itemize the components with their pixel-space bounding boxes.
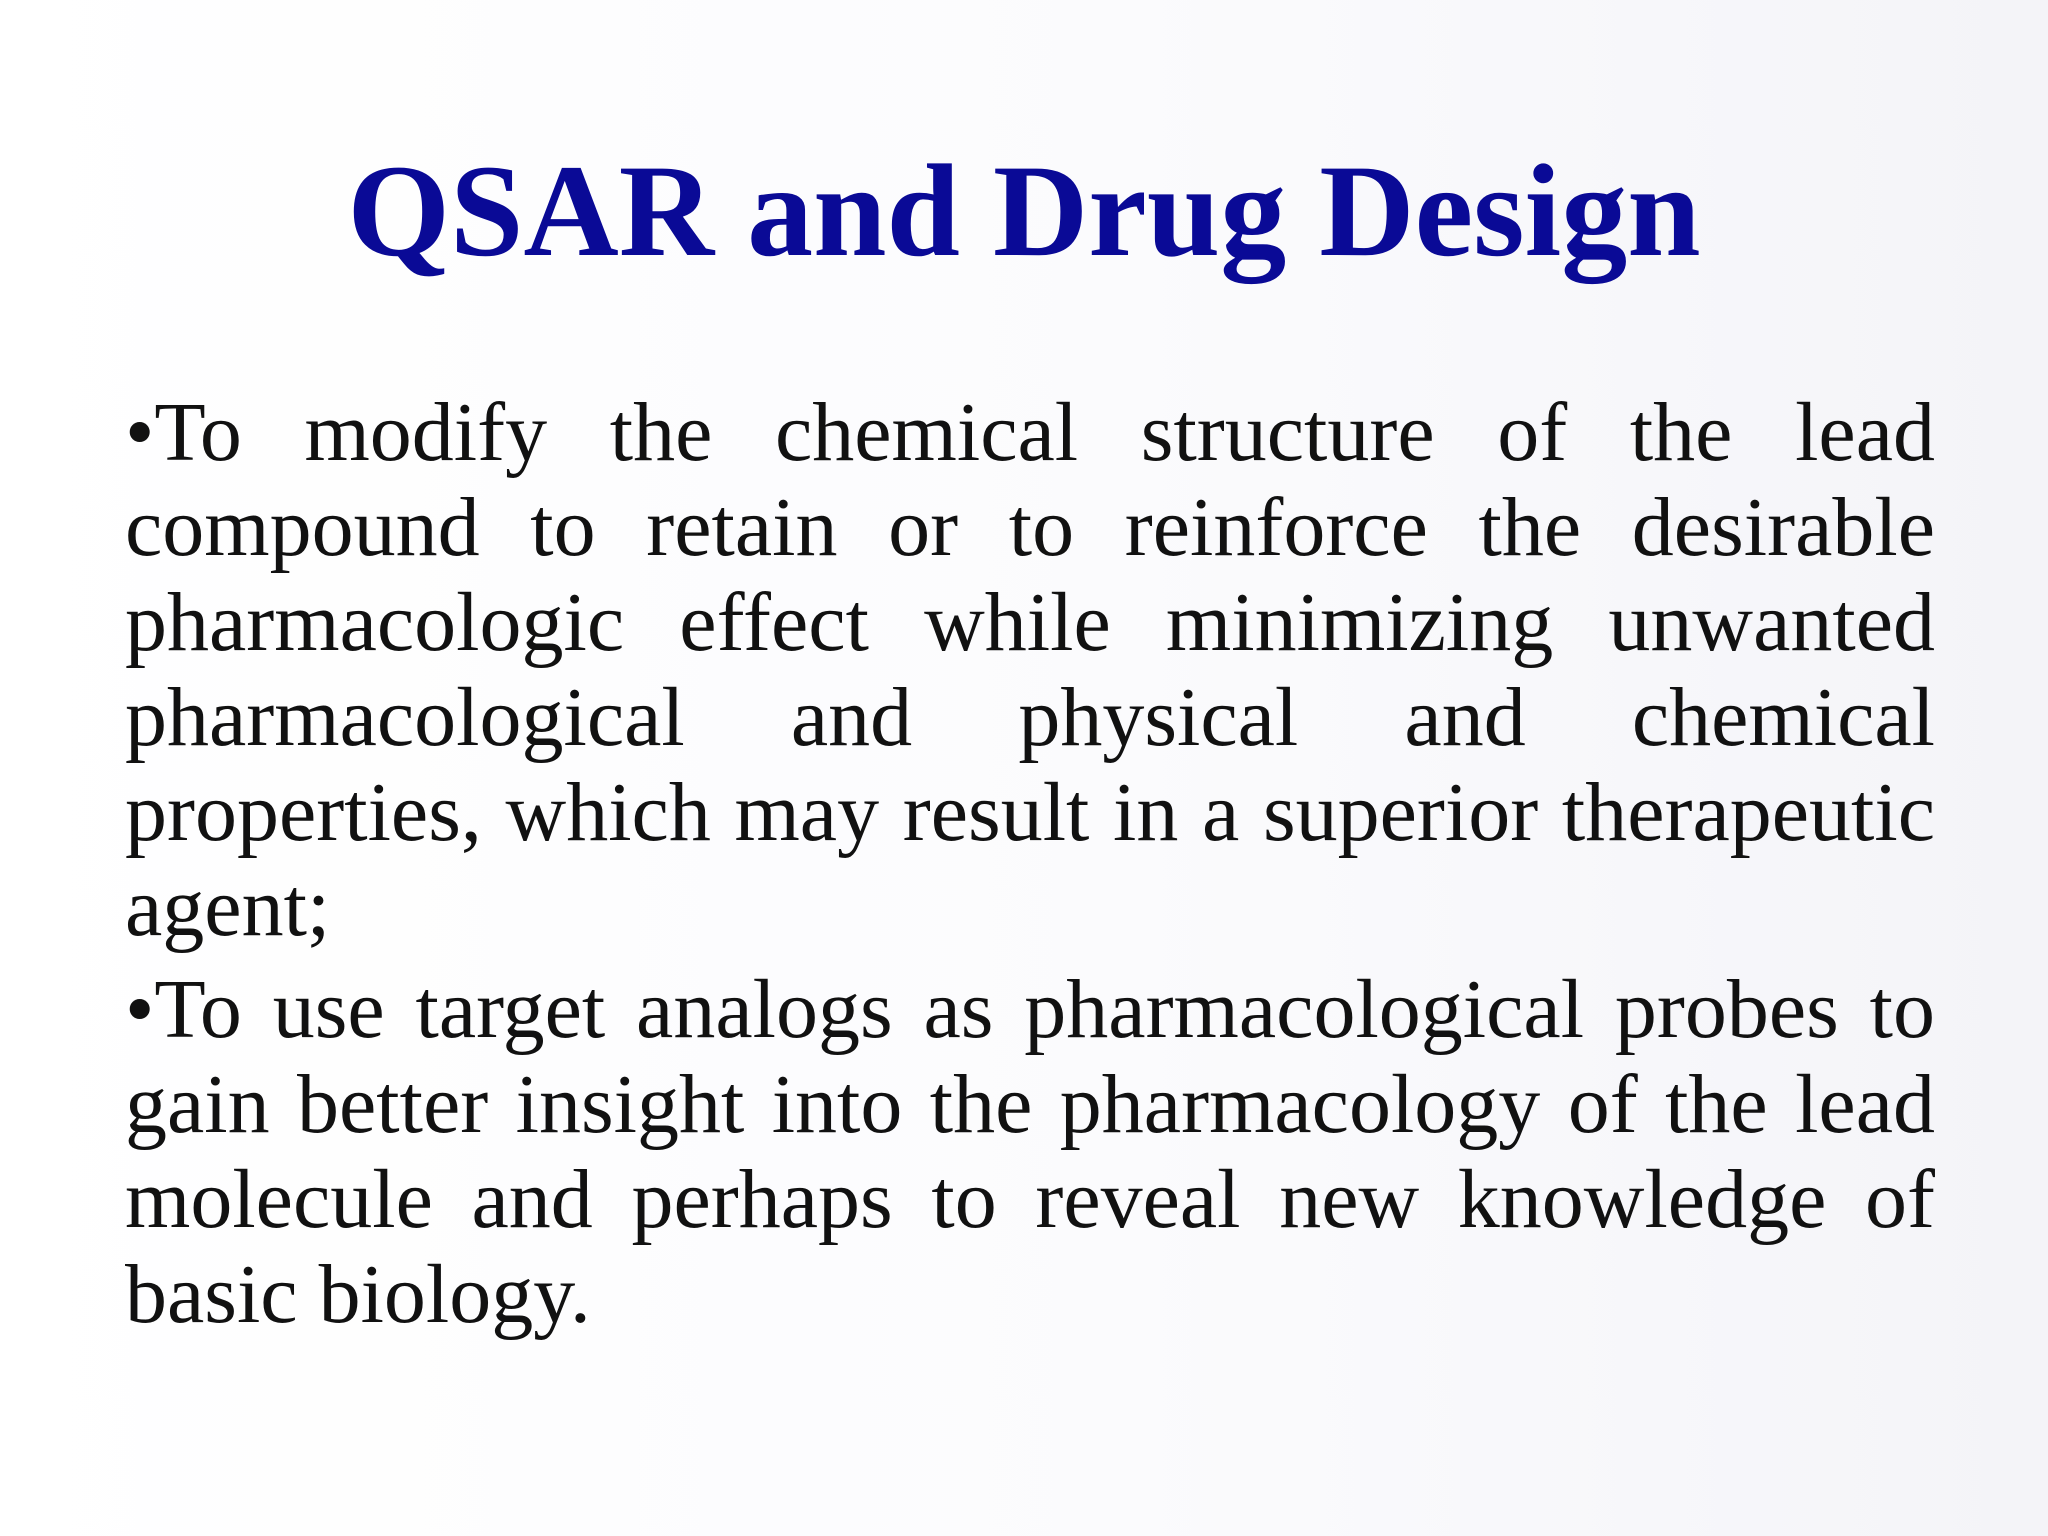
bullet-text-1: •To modify the chemical structure of the lead compound to retain or to reinforce the desirable pharmacologic effect while minimizing unwanted pharmacological and physical and chemical properties, which may result in a superior therapeutic agent; xyxy=(125,386,1935,954)
bullet-text-2: •To use target analogs as pharmacological probes to gain better insight into the pharmacology of the lead molecule and perhaps to reveal new knowledge of basic biology. xyxy=(125,963,1935,1341)
slide-title: QSAR and Drug Design xyxy=(347,137,1701,284)
bullet-item-2 xyxy=(125,962,1935,1342)
bullet-item-1 xyxy=(125,385,1935,955)
